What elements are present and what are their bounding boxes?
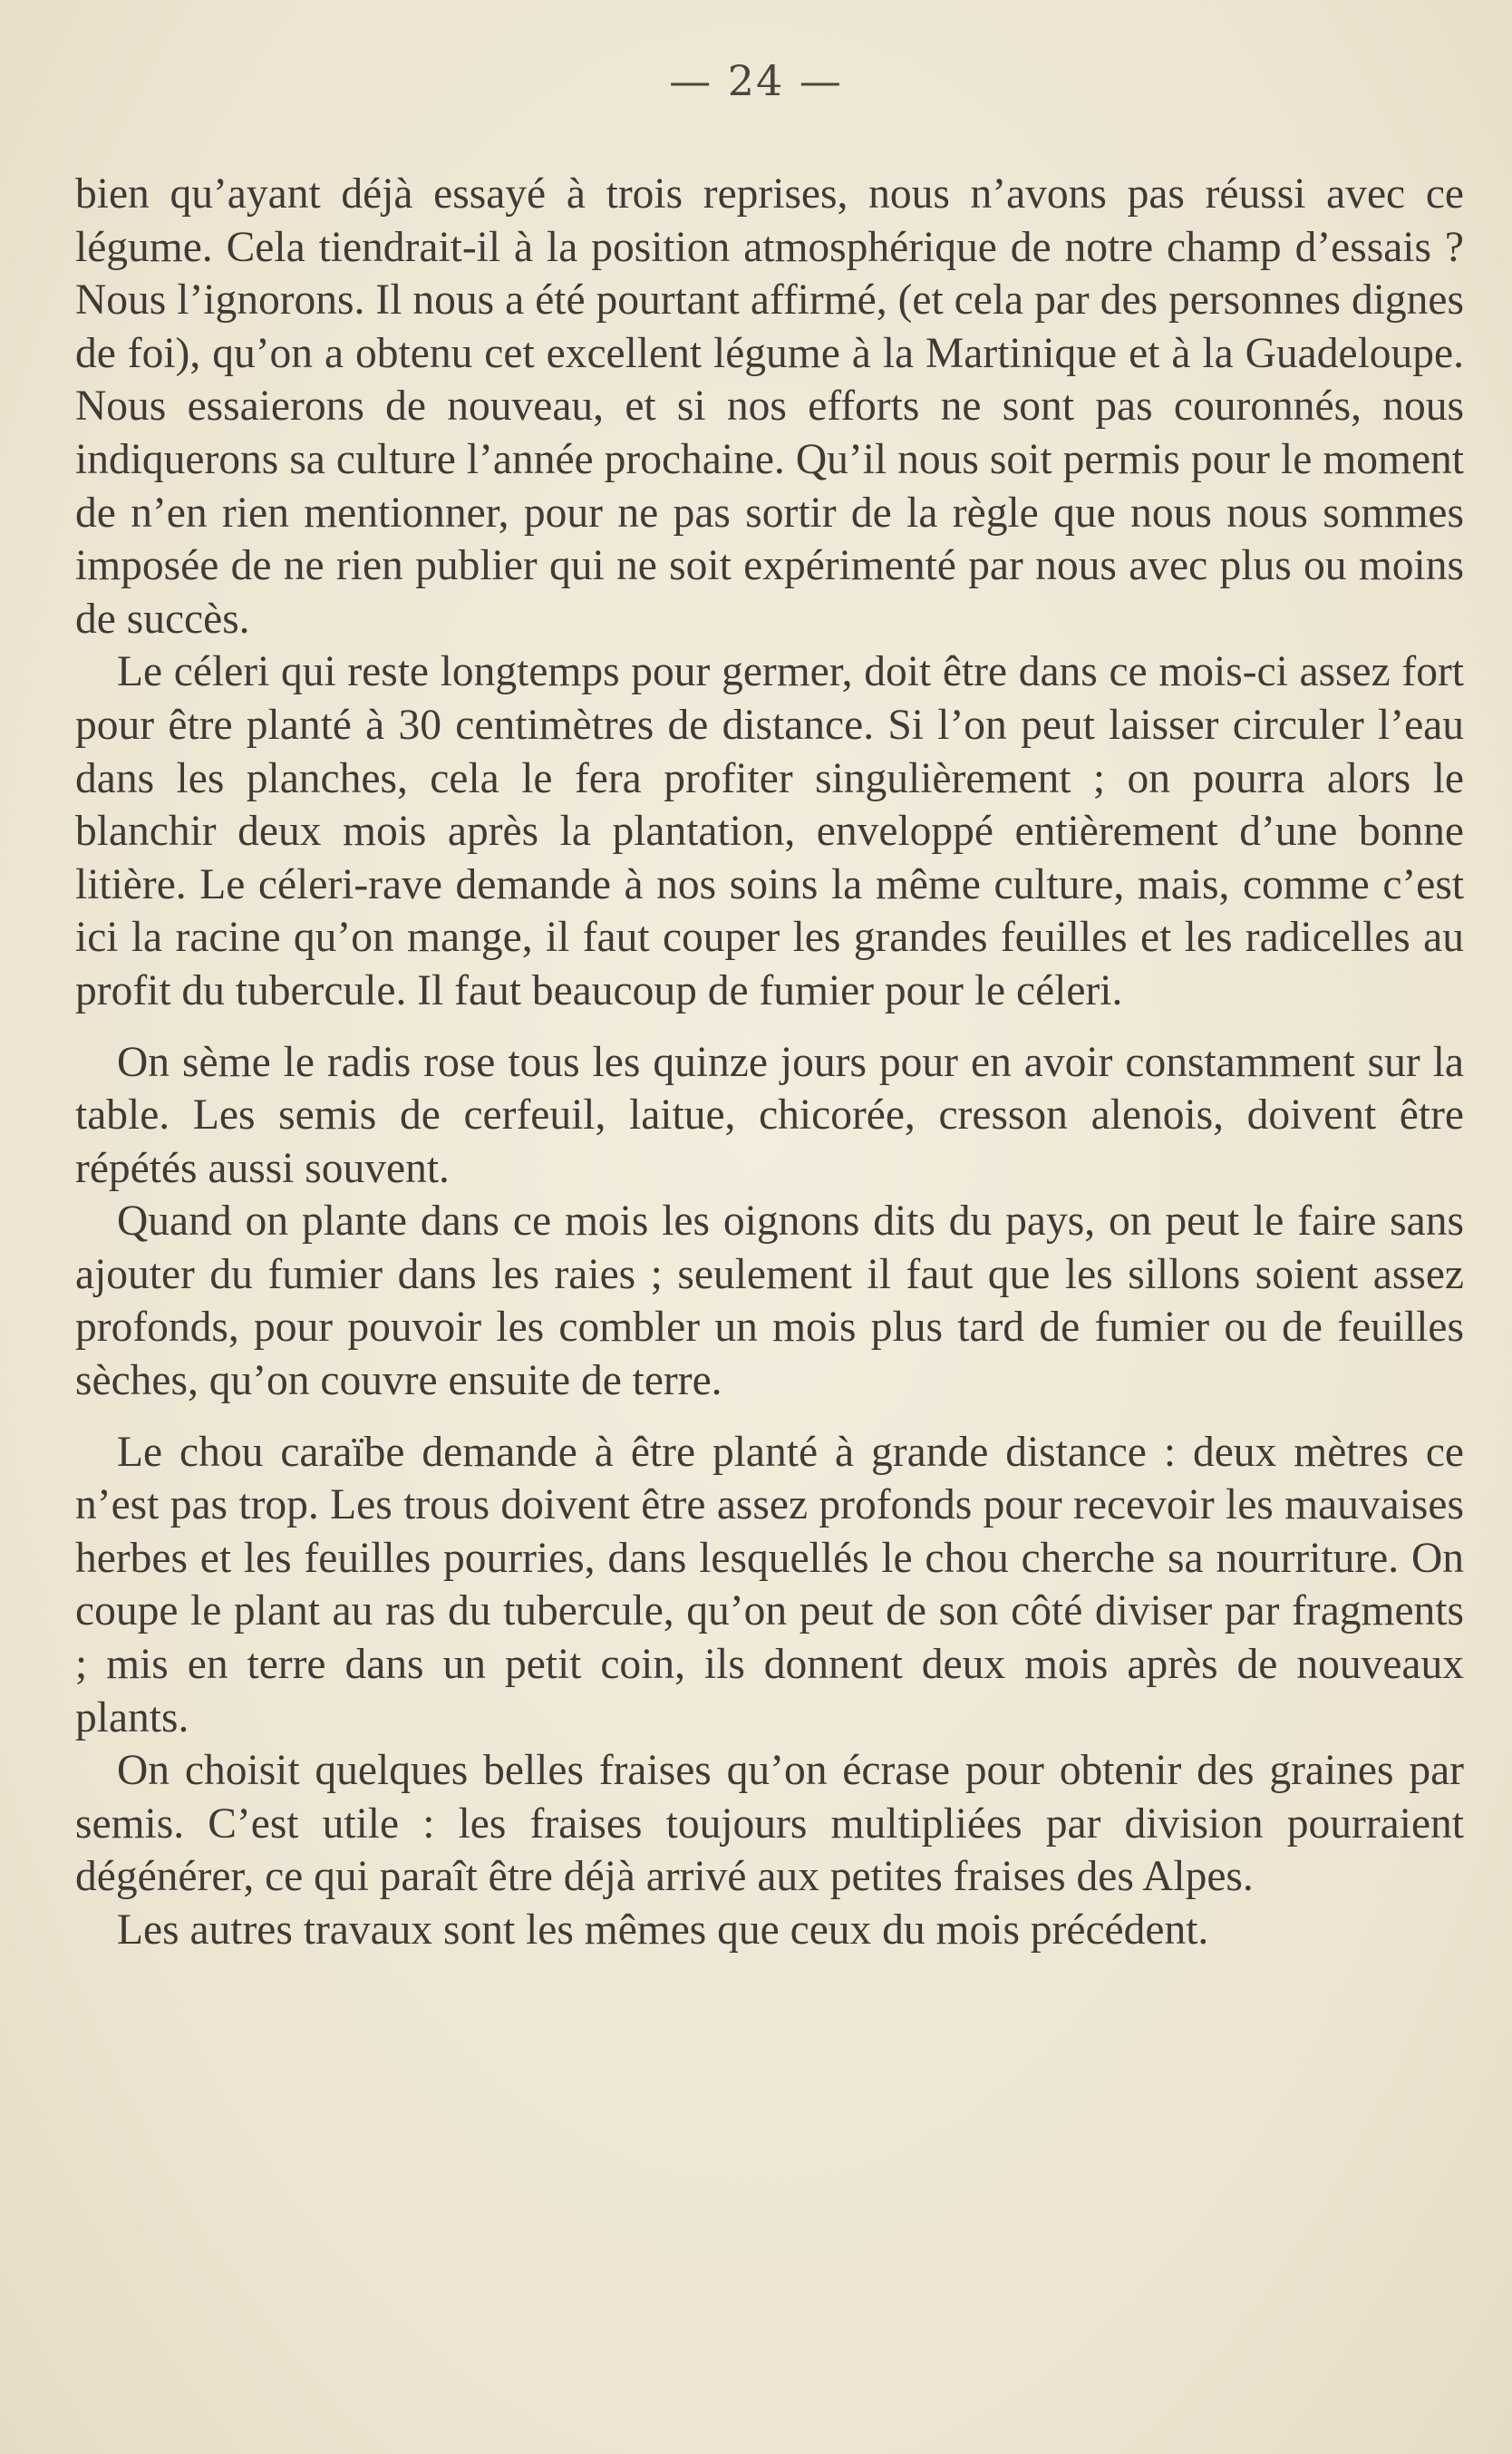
paragraph-radis: On sème le radis rose tous les quinze jours pour en avoir constamment sur la table. Les semis de cerfeuil, laitue, chicorée, cresson alenois, doivent être répétés aussi souvent. [75,1038,1464,1192]
body-text [75,168,1464,1957]
page-number: — 24 — [669,56,843,105]
paragraph-celeri: Le céleri qui reste longtemps pour germer, doit être dans ce mois-ci assez fort pour être planté à 30 centimètres de distance. Si l’on peut laisser circuler l’eau dans les planches, cela le fera profiter singulièrement ; on pourra alors le blanchir deux mois après la plantation, enveloppé entièrement d’une bonne litière. Le céleri-rave demande à nos soins la même culture, mais, comme c’est ici la racine qu’on mange, il faut couper les grandes feuilles et les radicelles au profit du tubercule. Il faut beaucoup de fumier pour le céleri. [75,648,1464,1014]
paragraph-continuation: bien qu’ayant déjà essayé à trois reprises, nous n’avons pas réussi avec ce légume. Cela tiendrait-il à la position atmosphérique de notre champ d’essais ? Nous l’ignorons. Il nous a été pourtant affirmé, (et cela par des personnes dignes de foi), qu’on a obtenu cet excellent légume à la Martinique et à la Guadeloupe. Nous essaierons de nouveau, et si nos efforts ne sont pas couronnés, nous indiquerons sa culture l’année prochaine. Qu’il nous soit permis pour le moment de n’en rien mentionner, pour ne pas sortir de la règle que nous nous sommes imposée de ne rien publier qui ne soit expérimenté par nous avec plus ou moins de succès. [75,170,1464,643]
paragraph-fraises: On choisit quelques belles fraises qu’on écrase pour obtenir des graines par semis. C’est utile : les fraises toujours multipliées par division pourraient dégénérer, ce qui paraît être déjà arrivé aux petites fraises des Alpes. [75,1747,1464,1901]
paragraph-oignons: Quand on plante dans ce mois les oignons dits du pays, on peut le faire sans ajouter du fumier dans les raies ; seulement il faut que les sillons soient assez profonds, pour pouvoir les combler un mois plus tard de fumier ou de feuilles sèches, qu’on couvre ensuite de terre. [75,1198,1464,1405]
paragraph-chou-caraibe: Le chou caraïbe demande à être planté à grande distance : deux mètres ce n’est pas trop. Les trous doivent être assez profonds pour recevoir les mauvaises herbes et les feuilles pourries, dans lesquellés le chou cherche sa nourriture. On coupe le plant au ras du tubercule, qu’on peut de son côté diviser par fragments ; mis en terre dans un petit coin, ils donnent deux mois après de nouveaux plants. [75,1428,1464,1741]
paragraph-autres-travaux: Les autres travaux sont les mêmes que ceux du mois précédent. [117,1906,1209,1954]
